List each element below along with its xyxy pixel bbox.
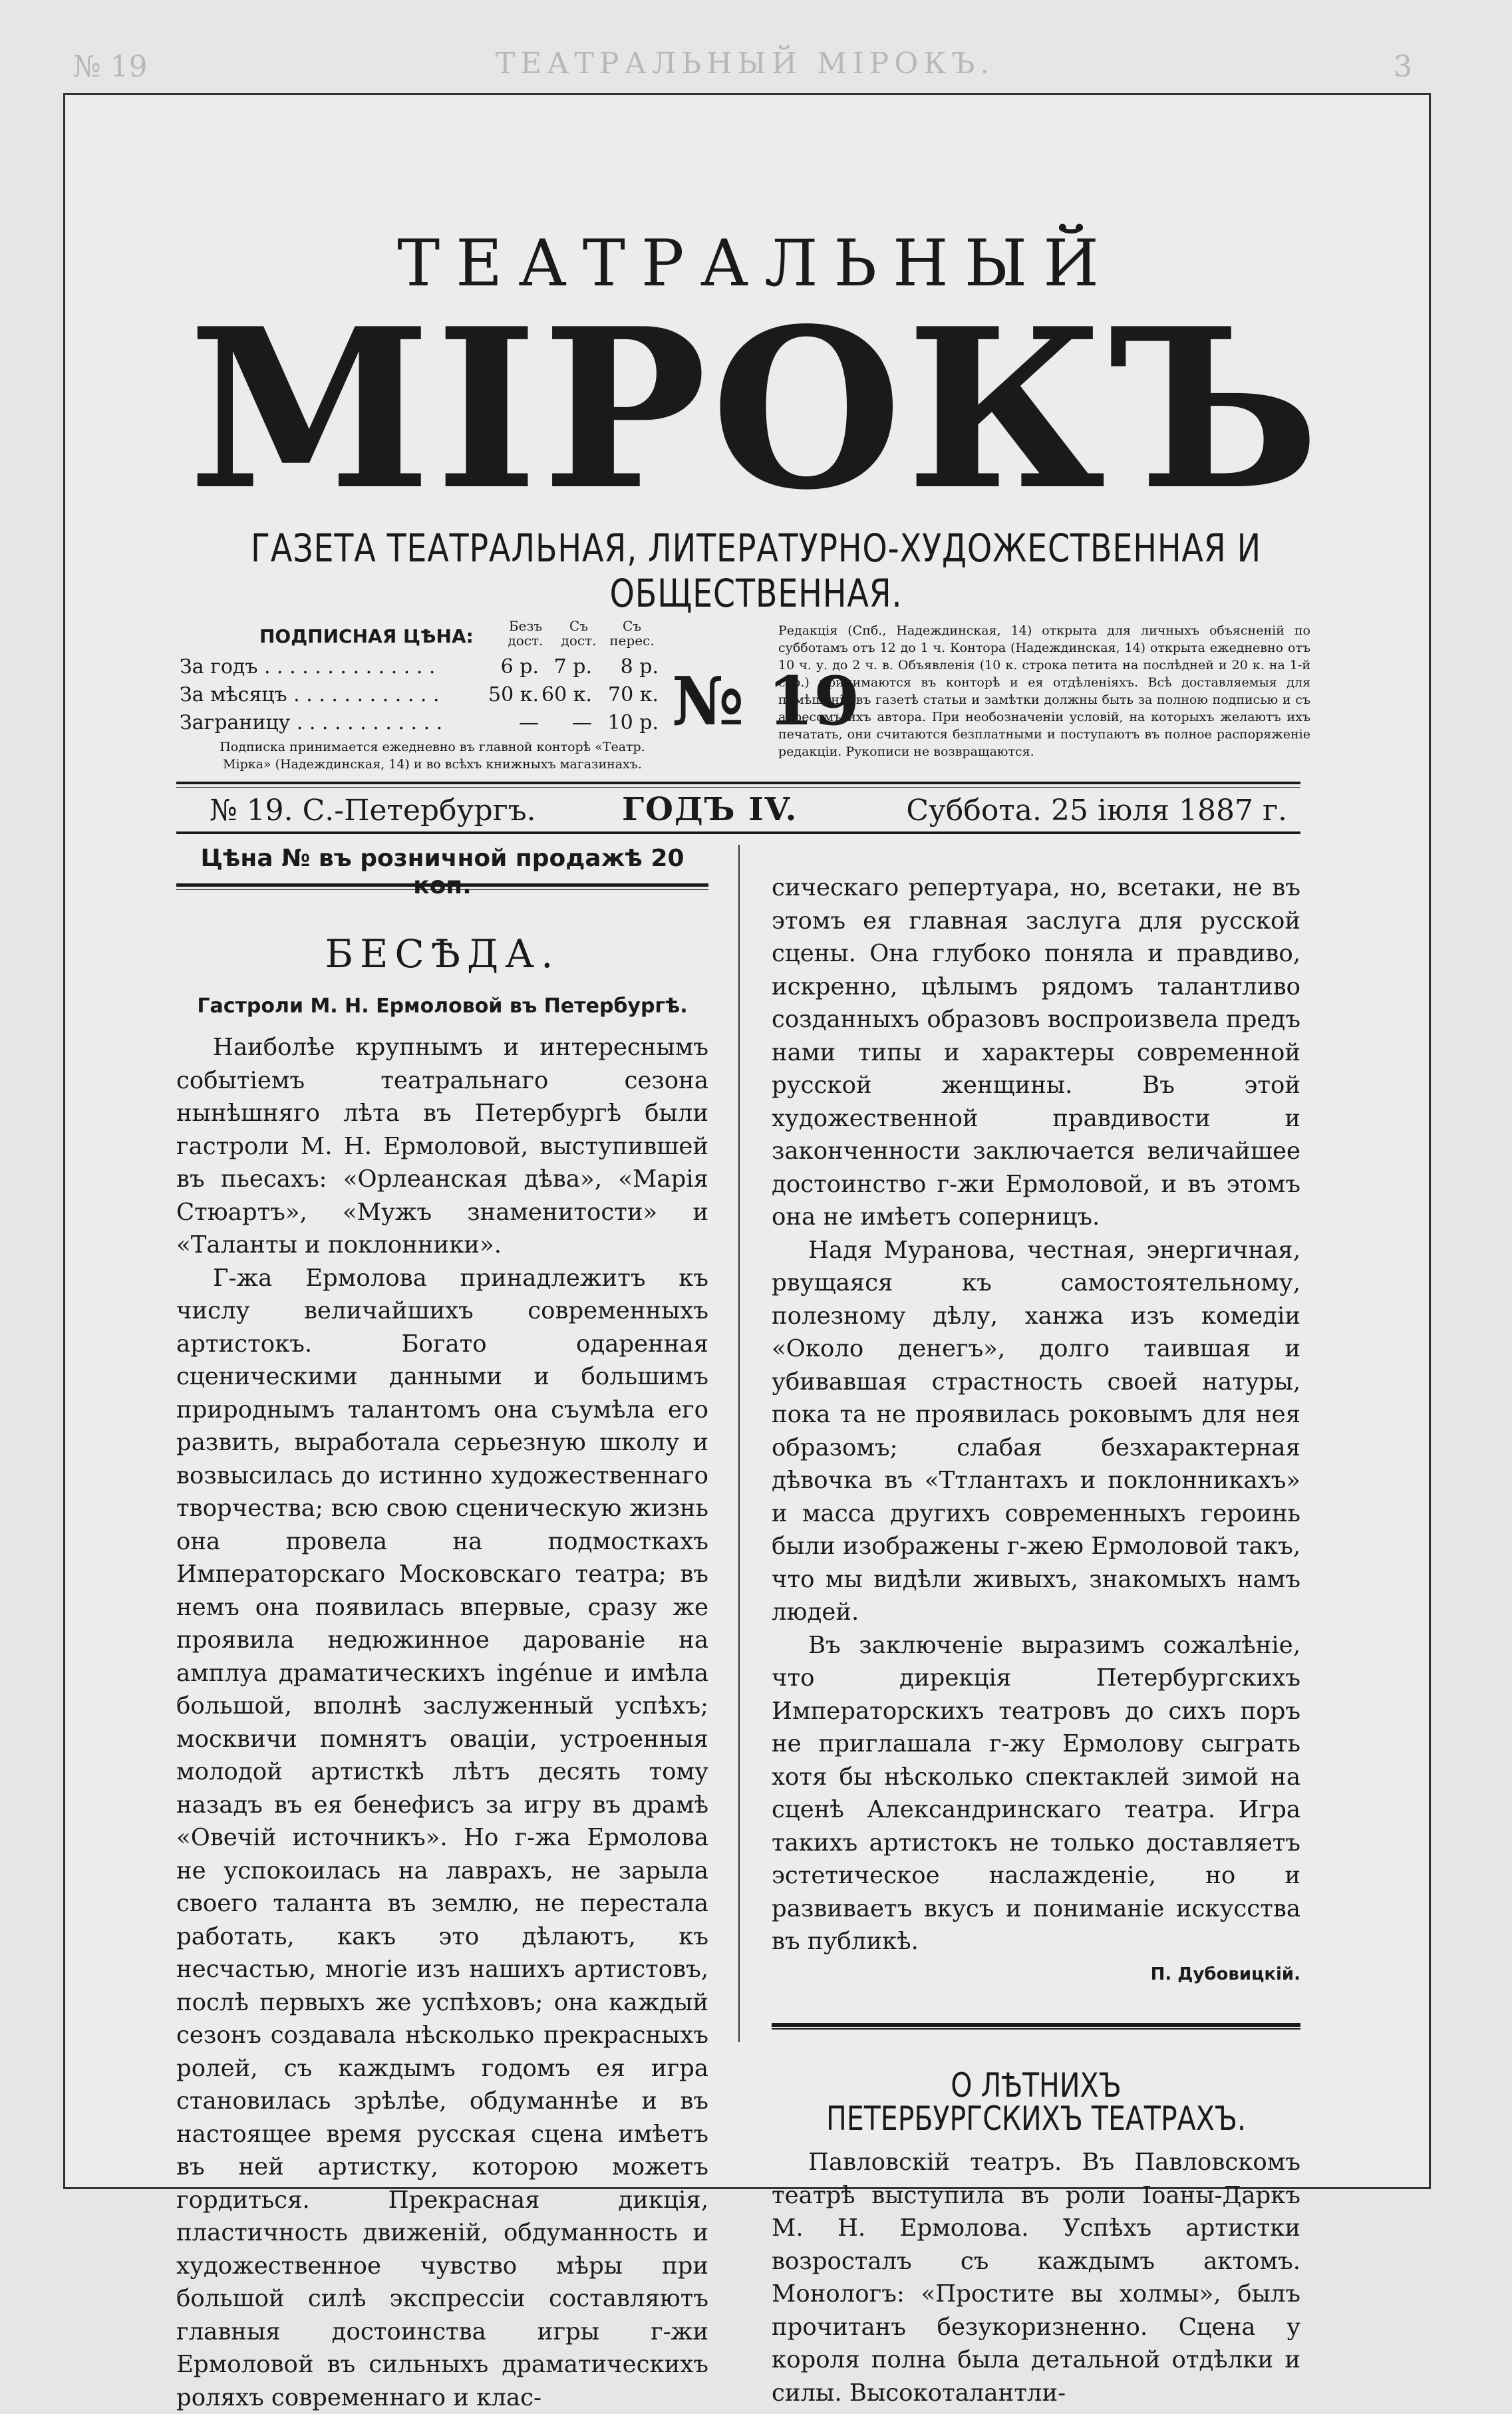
- article-signature: П. Дубовицкій.: [772, 1958, 1300, 1992]
- summer-title: О ЛѢТНИХЪ ПЕТЕРБУРГСКИХЪ ТЕАТРАХЪ.: [820, 2069, 1253, 2135]
- subscription-row-b: —: [526, 711, 592, 734]
- dateline-left: № 19. С.-Петербургъ.: [210, 794, 536, 828]
- retail-price: Цѣна № въ розничной продажѣ 20: [176, 845, 708, 899]
- ghost-running-header: ТЕАТРАЛЬНЫЙ МІРОКЪ.: [63, 47, 1427, 80]
- subscription-row-b: 7 р.: [526, 655, 592, 679]
- dateline-date: Суббота. 25 іюля 1887 г.: [906, 794, 1287, 828]
- subscription-note: Подписка принимается ежедневно въ главной конторѣ «Театр. Мірка» (Надеждинская, 14) и во всѣхъ книжныхъ магазинахъ.: [200, 738, 665, 773]
- article-left-column: [176, 1031, 708, 2414]
- summer-paragraph: Павловскій театръ. Въ Павловскомъ театрѣ выступила въ роли Іоаны-Даркъ М. Н. Ермолова. Успѣхъ артистки возросталъ съ каждымъ актомъ. Монологъ: «Простите вы холмы», былъ прочитанъ безукоризненно. Сцена у короля полна была детальной отдѣлки и силы. Высокоталантли-: [772, 2146, 1300, 2409]
- subscription-col2: Съ дост.: [552, 619, 605, 648]
- article-paragraph: Г-жа Ермолова принадлежитъ къ числу величайшихъ современныхъ артистокъ. Богато одаренная сценическими данными и большимъ природнымъ талантомъ она съумѣла его развить, выработала серьезную школу и возвысилась до истинно художественнаго творчества; всю свою сценическую жизнь она провела на подмосткахъ Императорскаго Московскаго театра; въ немъ она появилась впервые, сразу же проявила недюжинное дарованіе на амплуа драматическихъ ingénue и имѣла большой, вполнѣ заслуженный успѣхъ; москвичи помнятъ оваціи, устроенныя молодой артисткѣ лѣтъ десять тому назадъ въ ея бенефисъ за игру въ драмѣ «Овечій источникъ». Но г-жа Ермолова не успокоилась на лаврахъ, не зарыла своего таланта въ землю, не перестала работать, какъ это дѣлаютъ, къ несчастью, многіе изъ нашихъ артистовъ, послѣ первыхъ же успѣховъ; она каждый сезонъ создавала нѣсколько прекрасныхъ ролей, съ каждымъ годомъ ея игра становилась зрѣлѣе, обдуманнѣе и въ настоящее время русская сцена имѣетъ въ ней артистку, которою можетъ гордиться. Прекрасная дикція, пластичность движеній, обдуманность и художественное чувство мѣры при большой силѣ экспрессіи составляютъ главныя достоинства игры г-жи Ермоловой въ сильныхъ драматическихъ роляхъ современнаго и клас-: [176, 1262, 708, 2414]
- article-paragraph: Наиболѣе крупнымъ и интереснымъ событіемъ театральнаго сезона нынѣшняго лѣта въ Петербургѣ были гастроли М. Н. Ермоловой, выступившей въ пьесахъ: «Орлеанская дѣва», «Марія Стюартъ», «Мужъ знаменитости» и «Таланты и поклонники».: [176, 1031, 708, 1262]
- article-paragraph: сическаго репертуара, но, всетаки, не въ этомъ ея главная заслуга для русской сцены. Она глубоко поняла и правдиво, искренно, цѣлымъ рядомъ талантливо созданныхъ образовъ воспроизвела предъ нами типы и характеры современной русской женщины. Въ этой художественной правдивости и законченности заключается величайшее достоинство г-жи Ермоловой, и въ этомъ она не имѣетъ соперницъ.: [772, 871, 1300, 1234]
- column-divider: [738, 845, 740, 2042]
- subscription-row-label: За мѣсяцъ . . . . . . . . . . . .: [180, 683, 440, 706]
- subscription-row-label: Заграницу . . . . . . . . . . . .: [180, 711, 442, 734]
- article-subtitle: Гастроли М. Н. Ермоловой въ Петербургѣ.: [176, 994, 708, 1018]
- dateline-year: ГОДЪ IV.: [622, 791, 798, 828]
- section-rule: [772, 2023, 1300, 2027]
- article-right-column: [772, 871, 1300, 2409]
- ghost-issue-number: № 19: [73, 50, 148, 84]
- masthead-title-main: МІРОКЪ: [0, 299, 1512, 519]
- subscription-heading: ПОДПИСНАЯ ЦѢНА:: [259, 625, 474, 647]
- subscription-column-heads: [499, 619, 672, 648]
- subscription-row-c: 70 к.: [592, 683, 659, 706]
- subscription-col1: Безъ дост.: [499, 619, 552, 648]
- dateline: [210, 794, 1287, 827]
- article-paragraph: Надя Муранова, честная, энергичная, рвущаяся къ самостоятельному, полезному дѣлу, ханжа изъ комедіи «Около денегъ», долго таившая и убивавшая страстность своей натуры, пока та не проявилась роковымъ для нея образомъ; слабая безхарактерная дѣвочка въ «Ттлантахъ и поклонникахъ» и масса другихъ современныхъ героинь были изображены г-жею Ермоловой такъ, что мы видѣли живыхъ, знакомыхъ намъ людей.: [772, 1234, 1300, 1629]
- ghost-page-number: 3: [1394, 50, 1412, 84]
- dateline-rule-top: [176, 782, 1300, 784]
- subscription-row-c: 10 р.: [592, 711, 659, 734]
- masthead-subtitle: ГАЗЕТА ТЕАТРАЛЬНАЯ, ЛИТЕРАТУРНО-ХУДОЖЕСТВЕННАЯ И ОБЩЕСТВЕННАЯ.: [136, 526, 1376, 616]
- price-rule-thin: [176, 889, 708, 890]
- subscription-row-a: 50 к.: [472, 683, 539, 706]
- masthead-title-top: ТЕАТРАЛЬНЫЙ: [0, 226, 1512, 301]
- dateline-rule-top-thin: [176, 787, 1300, 788]
- subscription-row-a: —: [472, 711, 539, 734]
- subscription-row-b: 60 к.: [526, 683, 592, 706]
- price-rule: [176, 883, 708, 887]
- issue-number: № 19: [672, 662, 860, 740]
- office-info: Редакція (Спб., Надеждинская, 14) открыта для личныхъ объясненій по субботамъ отъ 12 до 1 ч. Контора (Надеждинская, 14) открыта ежедневно отъ 10 ч. у. до 2 ч. в. Объявленія (10 к. строка петита на послѣдней и 20 к. на 1-й стр.) принимаются въ конторѣ и ея отдѣленіяхъ. Всѣ доставляемыя для помѣщенія въ газетѣ статьи и замѣтки должны быть за полною подписью и съ адресомъ ихъ автора. При необозначеніи условій, на которыхъ желаютъ ихъ печатать, они считаются безплатными и поступаютъ въ полное распоряженіе редакціи. Рукописи не возвращаются.: [778, 622, 1310, 760]
- article-title: БЕСѢДА.: [176, 931, 708, 977]
- subscription-col3: Съ перес.: [605, 619, 659, 648]
- subscription-row-c: 8 р.: [592, 655, 659, 679]
- article-paragraph: Въ заключеніе выразимъ сожалѣніе, что дирекція Петербургскихъ Императорскихъ театровъ до сихъ поръ не приглашала г-жу Ермолову сыграть хотя бы нѣсколько спектаклей зимой на сценѣ Александринскаго театра. Игра такихъ артистокъ не только доставляетъ эстетическое наслажденіе, но и развиваетъ вкусъ и пониманіе искусства въ публикѣ.: [772, 1629, 1300, 1958]
- subscription-row-label: За годъ . . . . . . . . . . . . . .: [180, 655, 435, 679]
- dateline-rule-bottom: [176, 831, 1300, 834]
- section-rule-thin: [772, 2028, 1300, 2030]
- subscription-row-a: 6 р.: [472, 655, 539, 679]
